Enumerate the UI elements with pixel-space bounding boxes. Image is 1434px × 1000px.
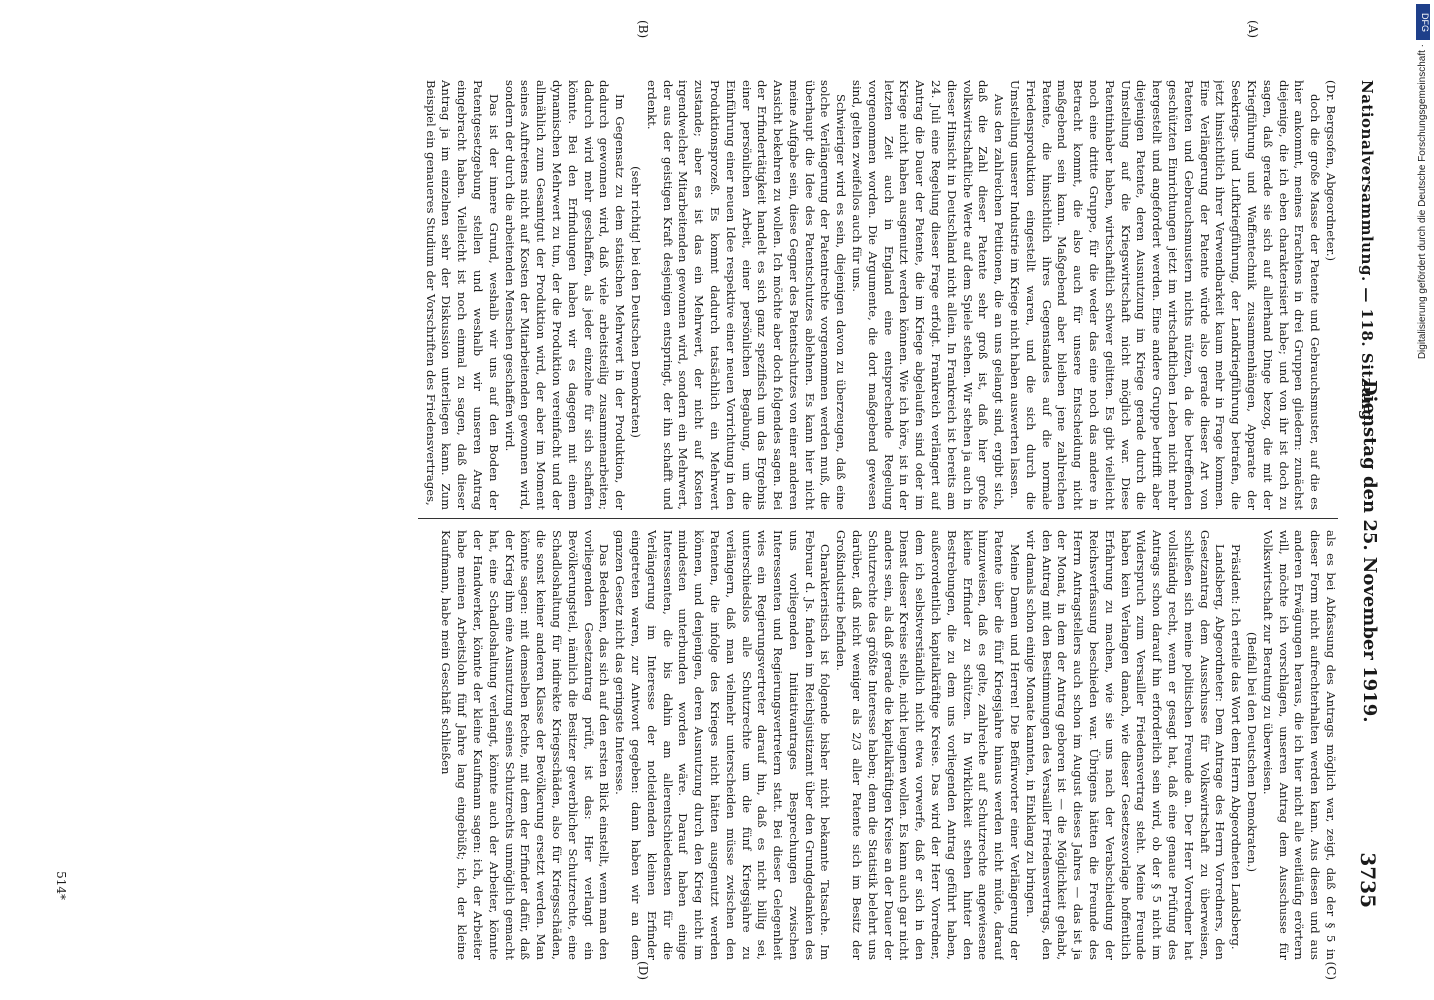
margin-letter-b: (B) [636,20,650,39]
header-date: Dienstag den 25. November 1919. [1359,380,1380,723]
margin-letter-a: (A) [1246,20,1260,39]
margin-letter-d: (D) [636,961,650,980]
paragraph: Präsident: Ich erteile das Wort dem Herrn Abgeordneten Landsberg. [1229,544,1244,950]
paragraph: Charakteristisch ist folgende bisher nicht bekannte Tatsache. Im Februar d. Js. fanden im Reichsjustizamt über den Grundgedanken des uns vorliegenden Initiativantrages Besprechungen zwischen Interessenten und Regierungsvertretern statt. Bei dieser Gelegenheit wies ein Regierungsvertreter darauf hin, daß es nicht billig sei, unterschiedslos alle Schutzrechte um die fünf Kriegsjahre zu verlängern, daß man vielmehr unterscheiden müsse zwischen den Patenten, die infolge des Krieges nicht hätten ausgenutzt werden können, und denjenigen, deren Ausnutzung durch den Krieg nicht im mindesten unterbunden worden wäre. Darauf haben einige Interessenten, die bis dahin am allerentschiedensten für die Verlängerung im Interesse der notleidenden kleinen Erfinder eingetreten waren, zur Antwort gegeben: dann haben wir an dem ganzen Gesetz nicht das geringste Interesse. [613,530,833,960]
digitization-stamp [1408,0,1432,1000]
paragraph: Aus den zahlreichen Petitionen, die an uns gelangt sind, ergibt sich, daß die Zahl dieser Patente sehr groß ist, daß hier große volkswirtschaftliche Werte auf dem Spiele stehen. Wir stehen ja auch in dieser Hinsicht in Deutschland nicht allein. In Frankreich ist bereits am 24. Juli eine Regelung dieser Frage erfolgt. Frankreich verlängert auf Antrag die Dauer der Patente, die im Kriege abgelaufen sind oder im Kriege nicht haben ausgenutzt werden können. Wie ich höre, ist in der letzten Zeit auch in England eine entsprechende Regelung vorgenommen worden. Die Argumente, die dort maßgebend gewesen sind, gelten zweifellos auch für uns. [850,80,1007,510]
header-assembly-title: Nationalversammlung. — 118. Sitzung. [1358,80,1376,427]
paragraph: Das Bedenken, das sich auf den ersten Blick einstellt, wenn man den vorliegenden Gesetzantrag prüft, ist das: Hier verlangt ein Bevölkerungsteil, nämlich die Besitzer gewerblicher Schutzrechte, eine Schadloshaltung für indirekte Kriegsschäden, also für Kriegsschäden, die sonst keiner anderen Klasse der Bevölkerung ersetzt werden. Man könnte sagen: mit demselben Rechte, mit dem der Erfinder dafür, daß der Krieg ihm eine Ausnutzung seines Schutzrechts unmöglich gemacht hat, eine Schadloshaltung verlangt, könnte auch der Arbeiter, könnte der Handwerker, könnte der kleine Kaufmann sagen: ich, der Arbeiter habe meinen Arbeitslohn fünf Jahre lang eingebüßt; ich, der kleine Kaufmann, habe mein Geschäft schließen [439,530,612,960]
paragraph: Meine Damen und Herren! Die Befürworter einer Verlängerung der Patente über die fünf Kriegsjahre hinaus werden nicht müde, darauf hinzuweisen, daß es gelte, zahlreiche auf Schutzrechte angewiesene kleine Erfinder zu schützen. In Wirklichkeit stehen hinter den Bestrebungen, die zu dem uns vorliegenden Antrag geführt haben, außerordentlich kapitalkräftige Kreise. Das wird der Herr Vorredner, dem ich selbstverständlich nicht etwa vorwerfe, daß er sich in den Dienst dieser Kreise stelle, nicht leugnen wollen. Es kann auch gar nicht anders sein, als daß gerade die kapitalkräftigen Kreise an der Dauer der Schutzrechte das größte Interesse haben; denn die Statistik belehrt uns darüber, daß nicht weniger als 2/3 aller Patente sich im Besitz der Großindustrie befinden. [834,530,1023,960]
left-text-column [408,80,1338,510]
rotated-page-content [50,20,1390,980]
speaker-note: (Dr. Bergsofen, Abgeordneter.) [1324,80,1338,262]
interjection: (sehr richtig! bei den Deutschen Demokraten) [628,166,643,438]
page-header [1344,80,1384,908]
dfg-logo: DFG [1416,4,1430,40]
digitization-notice: Digitalisierung gefördert durch die Deutsche Forschungsgemeinschaft · [1417,44,1428,360]
interjection: (Beifall bei den Deutschen Demokraten.) [1245,631,1260,873]
paragraph: doch die große Masse der Patente und Gebrauchsmuster, auf die es hier ankommt, meines Erachtens in drei Gruppen gliedern: zunächst diejenige, die ich eben charakterisiert habe; und von ihr ist doch zu sagen, daß gerade sie sich auf allerhand Dinge bezog, die mit der Kriegführung und Waffentechnik zusammenhängen, Apparate der Seekriegs- und Luftkriegführung, der Landkriegführung betrafen, die jetzt hinsichtlich ihrer Verwendbarkeit kaum mehr in Frage kommen. Eine Verlängerung der Patente würde also gerade dieser Art von Patenten und Gebrauchsmustern nichts nützen, da die betreffenden geschützten Einrichtungen jetzt im wirtschaftlichen Leben nicht mehr hergestellt und angefordert werden. Eine andere Gruppe betrifft aber diejenigen Patente, deren Ausnutzung im Kriege gerade durch die Umstellung auf die Kriegswirtschaft nicht möglich war. Diese Patentinhaber haben, wirtschaftlich schwer gelitten. Es gibt vielleicht noch eine dritte Gruppe, für die weder das eine noch das andere in Betracht kommt, die also auch für unsere Entscheidung nicht maßgebend sein kann. Maßgebend aber bleiben jene zahlreichen Patente, die hinsichtlich ihres Gegenstandes auf die normale Friedensproduktion eingestellt waren, und die sich durch die Umstellung unserer Industrie im Kriege nicht haben auswerten lassen. [1008,80,1323,510]
margin-letter-c: (C) [1324,961,1338,980]
signature-mark: 514* [54,871,68,900]
column-divider [418,518,1338,519]
paragraph: Landsberg, Abgeordneter: Dem Antrage des Herrn Vorredners, den Gesetzantrag dem Ausschusse für Volkswirtschaft zu überweisen, schließen sich meine politischen Freunde an. Der Herr Vorredner hat vollständig recht, wenn er gesagt hat, daß eine genaue Prüfung des Antrags schon darauf hin erforderlich sein wird, ob der § 5 nicht im Widerspruch zum Versailler Friedensvertrag steht. Meine Freunde haben kein Verlangen danach, wie dieser Gesetzesvorlage hoffentlich Erfahrung zu machen, wie sie uns nach der Verabschiedung der Reichsverfassung beschieden war. Übrigens hätten die Freunde des Herrn Antragstellers auch schon im August dieses Jahres — das ist ja der Monat, in dem der Antrag geboren ist — die Möglichkeit gehabt, den Antrag mit den Bestimmungen des Versailler Friedensvertrags, den wir damals schon einige Monate kannten, in Einklang zu bringen. [1023,530,1228,960]
paragraph: Im Gegensatz zu dem statischen Mehrwert in der Produktion, der dadurch gewonnen wird, daß viele arbeitsteilig zusammenarbeiten; dadurch wird mehr geschaffen, als jeder einzelne für sich schaffen könnte. Bei den Erfindungen haben wir es dagegen mit einem dynamischen Mehrwert zu tun, der die Produktion vereinfacht und der allmählich zum Gesamtgut der Produktion wird, der aber im Moment seines Auftretens nicht auf Kosten der Mitarbeitenden gewonnen wird, sondern der durch die arbeitenden Menschen geschaffen wird. [502,80,628,510]
right-text-column [408,530,1338,960]
paragraph: Schwieriger wird es sein, diejenigen davon zu überzeugen, daß eine solche Verlängerung der Patentrechte vorgenommen werden muß, die überhaupt die Idee des Patentschutzes ablehnen. Es kann hier nicht meine Aufgabe sein, diese Gegner des Patentschutzes von einer anderen Ansicht bekehren zu wollen. Ich möchte aber doch folgendes sagen. Bei der Erfindertätigkeit handelt es sich ganz spezifisch um das Ergebnis einer persönlichen Arbeit, einer persönlichen Begabung, um die Einführung einer neuen Idee respektive einer neuen Vorrichtung in den Produktionsprozeß. Es kommt dadurch tatsächlich ein Mehrwert zustande; aber es ist das ein Mehrwert, der nicht auf Kosten irgendwelcher Mitarbeitenden gewonnen wird, sondern ein Mehrwert, der aus der geistigen Kraft desjenigen entspringt, der ihn schafft und erdenkt. [644,80,849,510]
page-number: 3735 [1356,852,1380,908]
paragraph: Das ist der innere Grund, weshalb wir uns auf den Boden der Patentgesetzgebung stellen und weshalb wir unseren Antrag eingebracht haben. Vielleicht ist noch einmal zu sagen, daß dieser Antrag ja im einzelnen sehr der Diskussion unterliegen kann. Zum Beispiel ein genaueres Studium der Vorschriften des Friedensvertrages, [423,80,501,510]
paragraph: als es bei Abfassung des Antrags möglich war, zeigt, daß der § 5 in dieser Form nicht aufrechterhalten werden kann. Aus diesen und aus anderen Erwägungen heraus, die ich hier nicht alle weitläufig erörtern will, möchte ich vorschlagen, unseren Antrag dem Ausschusse für Volkswirtschaft zur Beratung zu überweisen. [1260,530,1338,960]
